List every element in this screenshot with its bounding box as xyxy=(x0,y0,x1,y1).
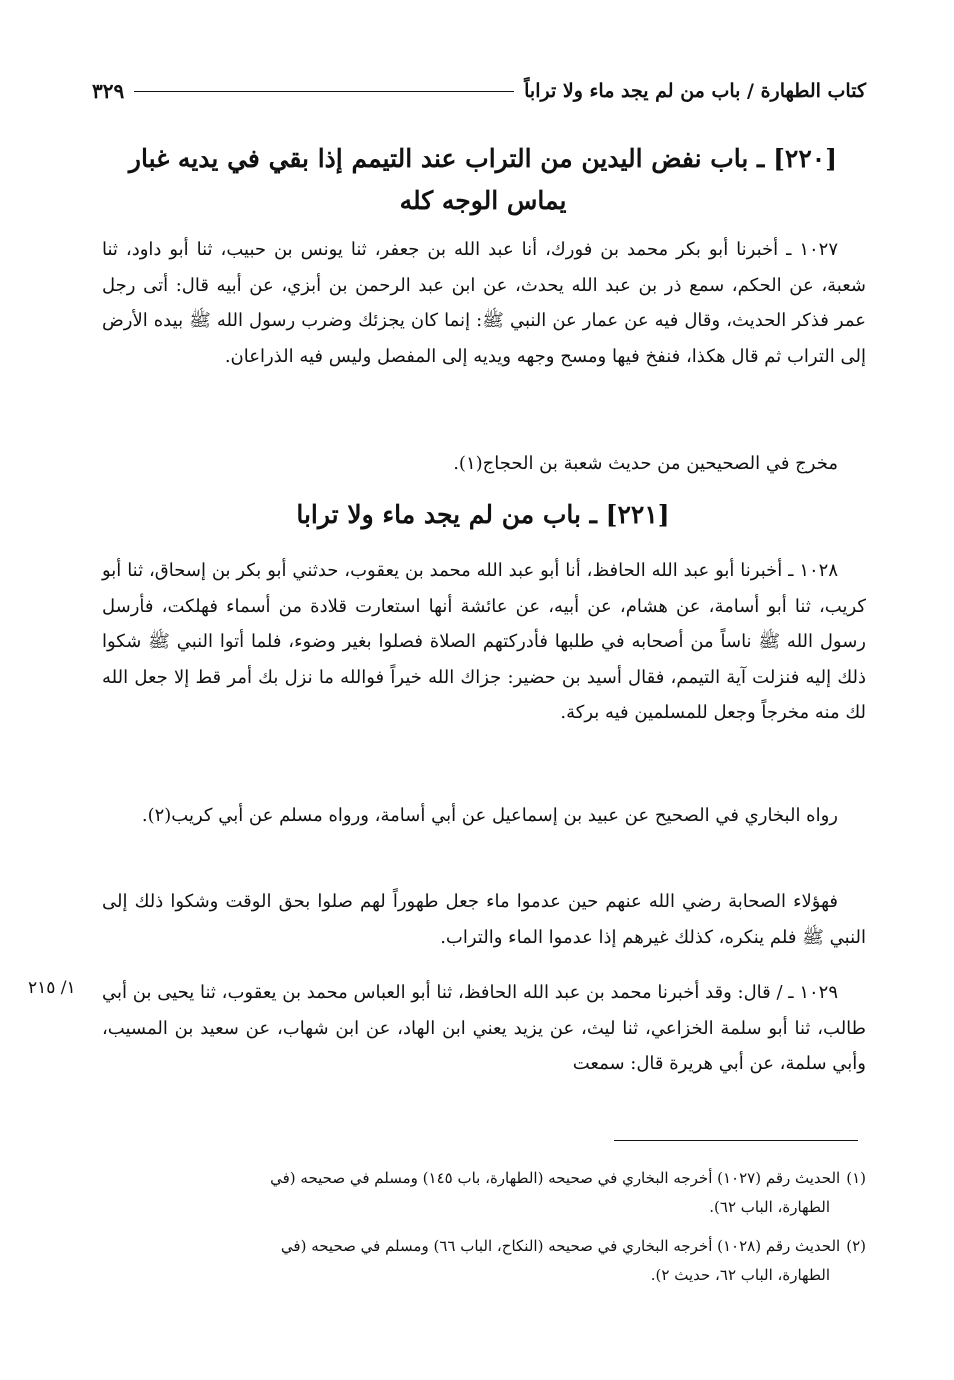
footnote-text: الحديث رقم (١٠٢٨) أخرجه البخاري في صحيحه (النكاح، الباب ٦٦) ومسلم في صحيحه (في xyxy=(280,1237,841,1255)
hadith-1028: ١٠٢٨ ـ أخبرنا أبو عبد الله الحافظ، أنا أبو عبد الله محمد بن يعقوب، حدثني أبو بكر بن إسحاق، ثنا أبو كريب، ثنا أبو أسامة، عن هشام، عن أبيه، عن عائشة أنها استعارت قلادة من أسماء فهلكت، فأرسل رسول الله ﷺ ناساً من أصحابه في طلبها فأدركتهم الصلاة فصلوا بغير وضوء، فلما أتوا النبي ﷺ شكوا ذلك إليه فنزلت آية التيمم، فقال أسيد بن حضير: جزاك الله خيراً فوالله ما نزل بك أمر قط إلا جعل الله لك منه مخرجاً وجعل للمسلمين فيه بركة. xyxy=(102,560,866,723)
page-number: ٣٢٩ xyxy=(92,79,125,103)
takhrij-1027: مخرج في الصحيحين من حديث شعبة بن الحجاج(١). xyxy=(453,453,838,474)
hadith-1029: ١٠٢٩ ـ / قال: وقد أخبرنا محمد بن عبد الله الحافظ، ثنا أبو العباس محمد بن يعقوب، ثنا يحيى بن أبي طالب، ثنا أبو سلمة الخزاعي، ثنا ليث، عن يزيد يعني ابن الهاد، عن ابن شهاب، عن سعيد بن المسيب، وأبي سلمة، عن أبي هريرة قال: سمعت xyxy=(102,982,866,1074)
margin-volume-page-ref: ١/ ٢١٥ xyxy=(28,978,76,998)
footnote-text-continued: الطهارة، الباب ٦٢). xyxy=(709,1198,830,1216)
footnote-text: الحديث رقم (١٠٢٧) أخرجه البخاري في صحيحه (الطهارة، باب ١٤٥) ومسلم في صحيحه (في xyxy=(270,1169,841,1187)
footnote-text-continued: الطهارة، الباب ٦٢، حديث ٢). xyxy=(650,1266,830,1284)
section-heading-221: [٢٢١] ـ باب من لم يجد ماء ولا ترابا xyxy=(296,500,670,529)
footnote-separator xyxy=(614,1140,858,1141)
hadith-1027: ١٠٢٧ ـ أخبرنا أبو بكر محمد بن فورك، أنا عبد الله بن جعفر، ثنا يونس بن حبيب، ثنا أبو داود، ثنا شعبة، عن الحكم، سمع ذر بن عبد الله يحدث، عن ابن عبد الرحمن بن أبزي، عن أبيه قال: أتى رجل عمر فذكر الحديث، وقال فيه عن عمار عن النبي ﷺ: إنما كان يجزئك وضرب رسول الله ﷺ بيده الأرض إلى التراب ثم قال هكذا، فنفخ فيها ومسح وجهه ويديه إلى المفصل وليس فيه الذراعان. xyxy=(102,239,866,367)
running-header xyxy=(92,74,866,108)
header-rule xyxy=(134,91,514,92)
running-title: كتاب الطهارة / باب من لم يجد ماء ولا تراباً xyxy=(524,80,866,102)
commentary-paragraph: فهؤلاء الصحابة رضي الله عنهم حين عدموا ماء جعل طهوراً لهم صلوا بحق الوقت وشكوا ذلك إلى النبي ﷺ فلم ينكره، كذلك غيرهم إذا عدموا الماء والتراب. xyxy=(102,891,866,948)
footnote-2 xyxy=(102,1232,866,1290)
footnote-1 xyxy=(102,1164,866,1222)
footnote-number: (٢) xyxy=(846,1237,866,1255)
takhrij-1028: رواه البخاري في الصحيح عن عبيد بن إسماعيل عن أبي أسامة، ورواه مسلم عن أبي كريب(٢). xyxy=(141,805,838,826)
section-heading-220: [٢٢٠] ـ باب نفض اليدين من التراب عند التيمم إذا بقي في يديه غبار يماس الوجه كله xyxy=(128,144,838,215)
footnote-number: (١) xyxy=(846,1169,866,1187)
